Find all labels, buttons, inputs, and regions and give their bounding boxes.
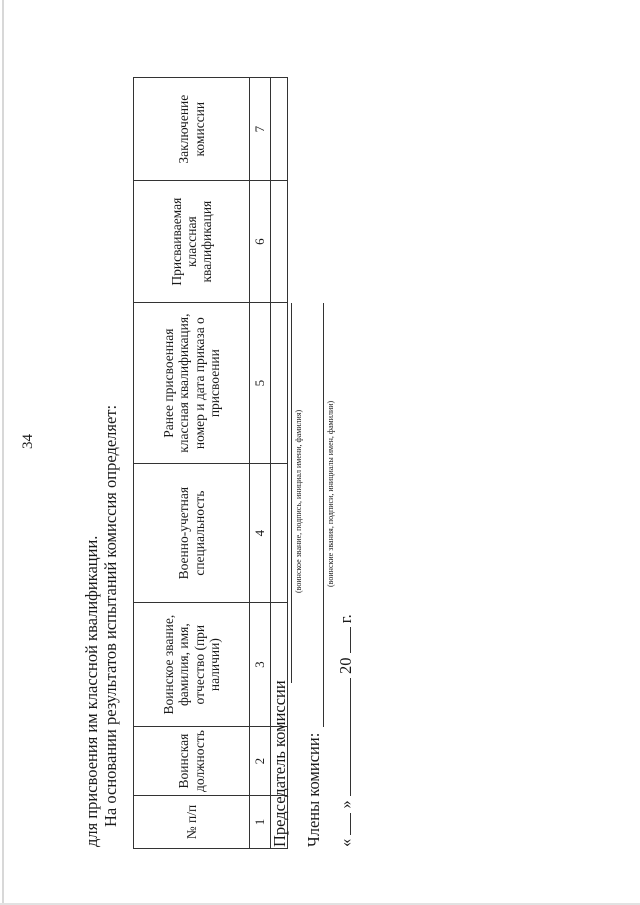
col-number-1: 1 xyxy=(250,796,271,849)
col-number-4: 4 xyxy=(250,464,271,603)
month-blank xyxy=(336,678,351,796)
col-header-number: № п/п xyxy=(134,796,250,849)
day-blank xyxy=(336,813,351,835)
col-number-5: 5 xyxy=(250,303,271,464)
empty-cell xyxy=(271,181,288,303)
col-number-7: 7 xyxy=(250,78,271,181)
intro-line-1: для присвоения им классной квалификации. xyxy=(82,535,101,847)
members-hint: (воинские звания, подписи, инициалы имен, фамилии) xyxy=(326,400,335,587)
col-header-assigned-qualification: Присваиваемая классная квалификация xyxy=(134,181,250,303)
page-number: 34 xyxy=(20,434,36,449)
qualification-table xyxy=(133,77,288,849)
empty-cell xyxy=(271,464,288,603)
members-label: Члены комисии: xyxy=(304,732,323,847)
table-header-row xyxy=(134,78,250,849)
table-number-row xyxy=(250,78,271,849)
col-header-rank-name: Воинское звание, фамилия, имя, отчество (при наличии) xyxy=(134,603,250,727)
col-number-3: 3 xyxy=(250,603,271,727)
intro-line-2: На основании результатов испытаний комиссия определяет: xyxy=(101,404,120,827)
date-line xyxy=(336,614,356,847)
col-number-2: 2 xyxy=(250,727,271,796)
year-prefix: 20 xyxy=(336,657,355,674)
empty-cell xyxy=(271,303,288,464)
year-suffix: г. xyxy=(336,614,355,624)
chairman-label: Председатель комиссии xyxy=(270,680,289,847)
year-blank xyxy=(336,627,351,653)
chairman-hint: (воинское звание, подпись, инициал имени, фамилия) xyxy=(294,409,303,593)
col-header-position: Воинская должность xyxy=(134,727,250,796)
empty-cell xyxy=(271,78,288,181)
chairman-signature-line xyxy=(291,303,292,683)
col-number-6: 6 xyxy=(250,181,271,303)
members-signature-line xyxy=(323,303,324,727)
date-open-quote: « xyxy=(336,838,355,847)
col-header-conclusion: Заключение комиссии xyxy=(134,78,250,181)
col-header-specialty: Военно-учетная специальность xyxy=(134,464,250,603)
col-header-previous-qualification: Ранее присвоенная классная квалификация, номер и дата приказа о присвоении xyxy=(134,303,250,464)
date-close-quote: » xyxy=(336,800,355,809)
